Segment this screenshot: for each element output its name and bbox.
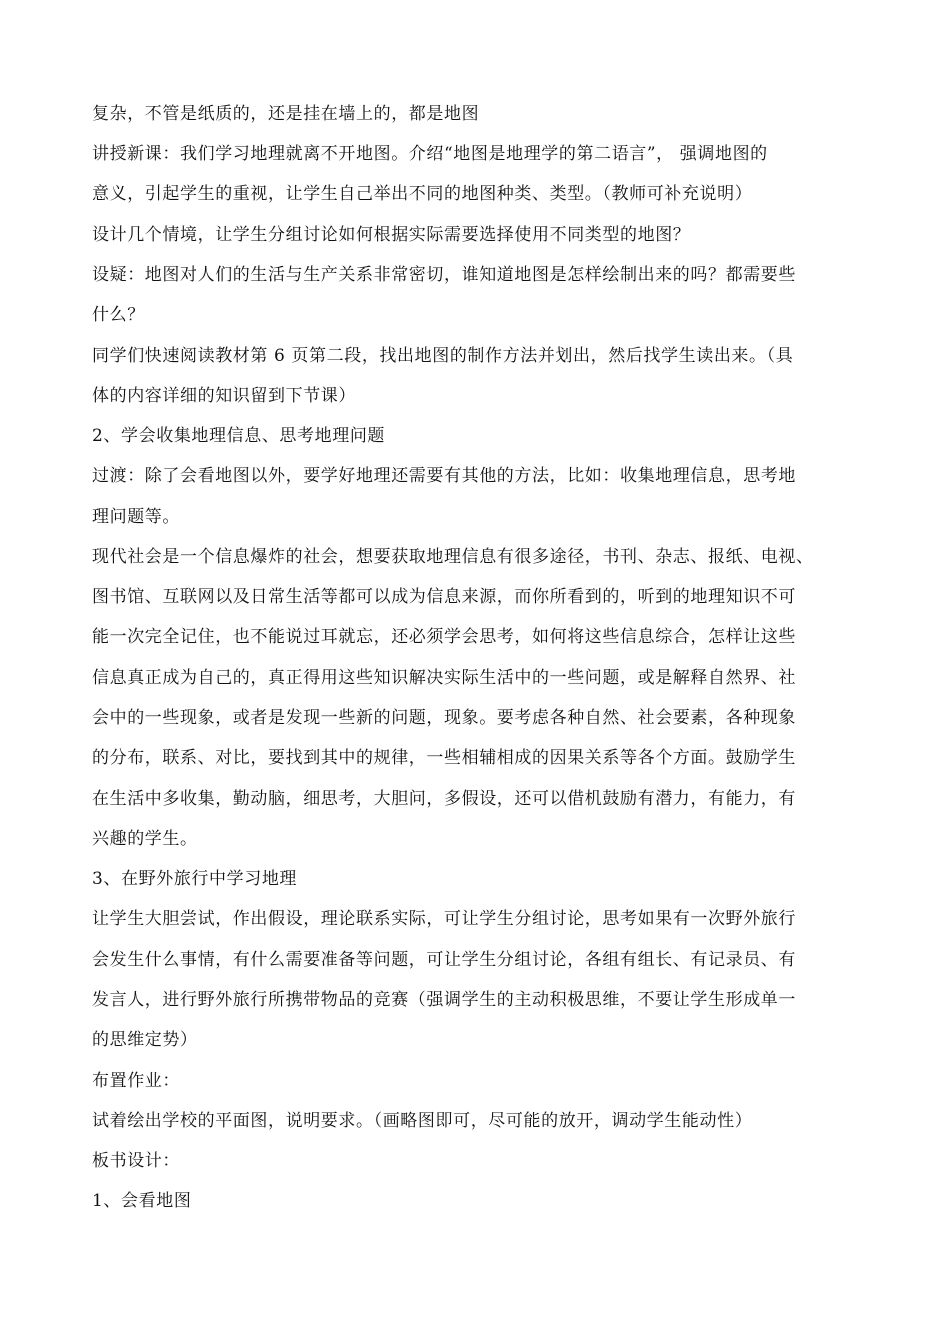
text-line: 理问题等。 xyxy=(92,507,180,527)
text-line: 在生活中多收集，勤动脑，细思考，大胆问，多假设，还可以借机鼓励有潜力，有能力，有 xyxy=(92,789,796,809)
text-line: 体的内容详细的知识留到下节课） xyxy=(92,386,356,406)
text-line: 同学们快速阅读教材第 6 页第二段，找出地图的制作方法并划出，然后找学生读出来。（具 xyxy=(92,346,794,366)
section-heading: 2、学会收集地理信息、思考地理问题 xyxy=(92,426,386,446)
text-line: 兴趣的学生。 xyxy=(92,829,198,849)
text-line: 复杂，不管是纸质的，还是挂在墙上的，都是地图 xyxy=(92,104,480,124)
text-line: 过渡：除了会看地图以外，要学好地理还需要有其他的方法，比如：收集地理信息，思考地 xyxy=(92,466,796,486)
text-line: 设计几个情境，让学生分组讨论如何根据实际需要选择使用不同类型的地图？ xyxy=(92,225,691,245)
text-line: 什么？ xyxy=(92,305,145,325)
text-line: 意义，引起学生的重视，让学生自己举出不同的地图种类、类型。（教师可补充说明） xyxy=(92,184,753,204)
text-line: 让学生大胆尝试，作出假设，理论联系实际，可让学生分组讨论，思考如果有一次野外旅行 xyxy=(92,909,796,929)
text-line: 会中的一些现象，或者是发现一些新的问题，现象。要考虑各种自然、社会要素，各种现象 xyxy=(92,708,796,728)
text-line: 图书馆、互联网以及日常生活等都可以成为信息来源，而你所看到的，听到的地理知识不可 xyxy=(92,587,796,607)
text-line: 的思维定势） xyxy=(92,1030,198,1050)
text-line: 现代社会是一个信息爆炸的社会，想要获取地理信息有很多途径，书刊、杂志、报纸、电视、 xyxy=(92,547,814,567)
section-heading: 布置作业： xyxy=(92,1071,180,1091)
text-line: 的分布，联系、对比，要找到其中的规律，一些相辅相成的因果关系等各个方面。鼓励学生 xyxy=(92,748,796,768)
section-heading: 板书设计： xyxy=(92,1151,180,1171)
section-heading: 1、会看地图 xyxy=(92,1191,192,1211)
text-line: 会发生什么事情，有什么需要准备等问题，可让学生分组讨论，各组有组长、有记录员、有 xyxy=(92,950,796,970)
text-line: 讲授新课：我们学习地理就离不开地图。介绍“地图是地理学的第二语言”， 强调地图的 xyxy=(92,144,768,164)
text-line: 试着绘出学校的平面图，说明要求。（画略图即可，尽可能的放开，调动学生能动性） xyxy=(92,1111,753,1131)
text-line: 能一次完全记住，也不能说过耳就忘，还必须学会思考，如何将这些信息综合，怎样让这些 xyxy=(92,627,796,647)
text-line: 设疑：地图对人们的生活与生产关系非常密切，谁知道地图是怎样绘制出来的吗？都需要些 xyxy=(92,265,796,285)
section-heading: 3、在野外旅行中学习地理 xyxy=(92,869,298,889)
text-line: 发言人，进行野外旅行所携带物品的竞赛（强调学生的主动积极思维，不要让学生形成单一 xyxy=(92,990,796,1010)
text-line: 信息真正成为自己的，真正得用这些知识解决实际生活中的一些问题，或是解释自然界、社 xyxy=(92,668,796,688)
